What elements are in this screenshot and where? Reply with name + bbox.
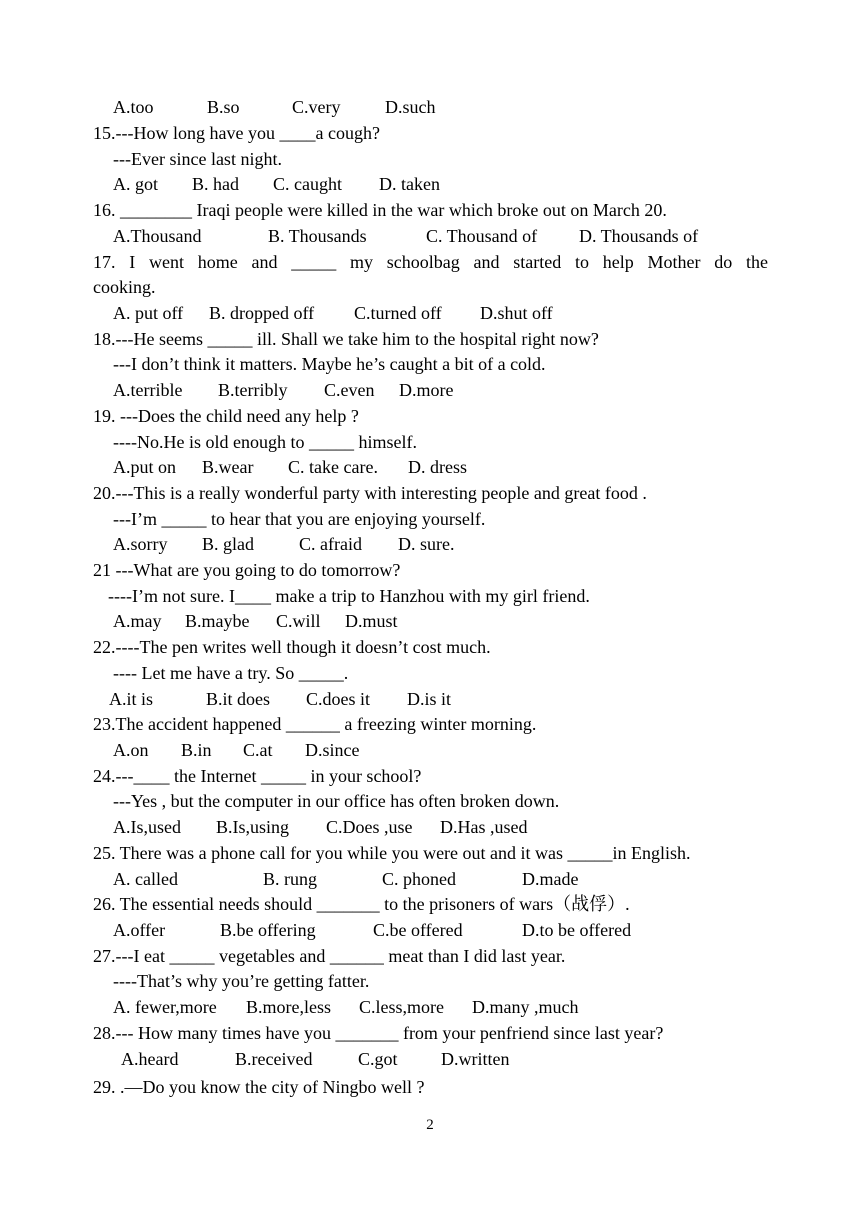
q21-option-b: B.maybe xyxy=(185,611,250,631)
q23-option-b: B.in xyxy=(181,740,212,760)
q20-stem: 20.---This is a really wonderful party with interesting people and great food . xyxy=(93,483,647,503)
q18-option-c: C.even xyxy=(324,380,375,400)
q29-stem: 29. .—Do you know the city of Ningbo well ? xyxy=(93,1077,425,1097)
q24-option-c: C.Does ,use xyxy=(326,817,413,837)
q27-reply: ----That’s why you’re getting fatter. xyxy=(113,971,370,991)
q15-option-b: B. had xyxy=(192,174,239,194)
q22-option-c: C.does it xyxy=(306,689,371,709)
q19-option-c: C. take care. xyxy=(288,457,378,477)
q24-option-b: B.Is,using xyxy=(216,817,290,837)
q28-option-d: D.written xyxy=(441,1049,510,1069)
q15-option-d: D. taken xyxy=(379,174,440,194)
q26-option-b: B.be offering xyxy=(220,920,316,940)
q15-option-a: A. got xyxy=(113,174,158,194)
q17-stem-continued: cooking. xyxy=(93,277,156,297)
q24-stem: 24.---____ the Internet _____ in your school? xyxy=(93,766,422,786)
q25-option-a: A. called xyxy=(113,869,178,889)
q20-option-c: C. afraid xyxy=(299,534,362,554)
q27-option-b: B.more,less xyxy=(246,997,331,1017)
q17-stem: 17. I went home and _____ my schoolbag and started to help Mother do the xyxy=(93,252,768,272)
q27-stem: 27.---I eat _____ vegetables and ______ meat than I did last year. xyxy=(93,946,566,966)
q18-option-d: D.more xyxy=(399,380,454,400)
q19-stem: 19. ---Does the child need any help ? xyxy=(93,406,359,426)
q25-stem: 25. There was a phone call for you while you were out and it was _____in English. xyxy=(93,843,691,863)
q20-reply: ---I’m _____ to hear that you are enjoying yourself. xyxy=(113,509,486,529)
q22-option-d: D.is it xyxy=(407,689,452,709)
q21-option-a: A.may xyxy=(113,611,162,631)
q24-option-a: A.Is,used xyxy=(113,817,181,837)
q28-option-c: C.got xyxy=(358,1049,398,1069)
q28-option-a: A.heard xyxy=(121,1049,179,1069)
q14-option-b: B.so xyxy=(207,97,240,117)
q22-option-a: A.it is xyxy=(109,689,154,709)
q14-option-d: D.such xyxy=(385,97,436,117)
q21-stem: 21 ---What are you going to do tomorrow? xyxy=(93,560,401,580)
q21-option-c: C.will xyxy=(276,611,321,631)
q24-reply: ---Yes , but the computer in our office has often broken down. xyxy=(113,791,560,811)
q26-option-a: A.offer xyxy=(113,920,166,940)
q23-option-a: A.on xyxy=(113,740,149,760)
q18-option-b: B.terribly xyxy=(218,380,288,400)
q25-option-b: B. rung xyxy=(263,869,317,889)
q15-stem: 15.---How long have you ____a cough? xyxy=(93,123,380,143)
q15-option-c: C. caught xyxy=(273,174,342,194)
q16-stem: 16. ________ Iraqi people were killed in the war which broke out on March 20. xyxy=(93,200,667,220)
q19-option-b: B.wear xyxy=(202,457,254,477)
q26-option-c: C.be offered xyxy=(373,920,463,940)
q25-option-c: C. phoned xyxy=(382,869,456,889)
q17-option-d: D.shut off xyxy=(480,303,553,323)
q16-option-b: B. Thousands xyxy=(268,226,367,246)
q20-option-b: B. glad xyxy=(202,534,254,554)
q20-option-a: A.sorry xyxy=(113,534,168,554)
q28-stem: 28.--- How many times have you _______ from your penfriend since last year? xyxy=(93,1023,664,1043)
q17-option-b: B. dropped off xyxy=(209,303,315,323)
q23-option-d: D.since xyxy=(305,740,360,760)
q21-reply: ----I’m not sure. I____ make a trip to Hanzhou with my girl friend. xyxy=(108,586,590,606)
q26-option-d: D.to be offered xyxy=(522,920,632,940)
q21-option-d: D.must xyxy=(345,611,398,631)
q25-option-d: D.made xyxy=(522,869,579,889)
page-number: 2 xyxy=(426,1117,434,1133)
q27-option-a: A. fewer,more xyxy=(113,997,217,1017)
q22-option-b: B.it does xyxy=(206,689,271,709)
q19-option-a: A.put on xyxy=(113,457,176,477)
q26-stem: 26. The essential needs should _______ to the prisoners of wars（战俘）. xyxy=(93,894,630,914)
q17-option-a: A. put off xyxy=(113,303,184,323)
q19-reply: ----No.He is old enough to _____ himself. xyxy=(113,432,417,452)
q23-stem: 23.The accident happened ______ a freezing winter morning. xyxy=(93,714,537,734)
q18-reply: ---I don’t think it matters. Maybe he’s caught a bit of a cold. xyxy=(113,354,546,374)
q14-option-c: C.very xyxy=(292,97,341,117)
q19-option-d: D. dress xyxy=(408,457,467,477)
q27-option-d: D.many ,much xyxy=(472,997,579,1017)
q17-option-c: C.turned off xyxy=(354,303,442,323)
q16-option-c: C. Thousand of xyxy=(426,226,538,246)
q28-option-b: B.received xyxy=(235,1049,313,1069)
q14-option-a: A.too xyxy=(113,97,154,117)
q27-option-c: C.less,more xyxy=(359,997,444,1017)
q20-option-d: D. sure. xyxy=(398,534,455,554)
q16-option-d: D. Thousands of xyxy=(579,226,699,246)
q22-reply: ---- Let me have a try. So _____. xyxy=(113,663,349,683)
q23-option-c: C.at xyxy=(243,740,273,760)
q24-option-d: D.Has ,used xyxy=(440,817,528,837)
q16-option-a: A.Thousand xyxy=(113,226,202,246)
q18-stem: 18.---He seems _____ ill. Shall we take him to the hospital right now? xyxy=(93,329,599,349)
q15-reply: ---Ever since last night. xyxy=(113,149,282,169)
q22-stem: 22.----The pen writes well though it doesn’t cost much. xyxy=(93,637,491,657)
q18-option-a: A.terrible xyxy=(113,380,183,400)
